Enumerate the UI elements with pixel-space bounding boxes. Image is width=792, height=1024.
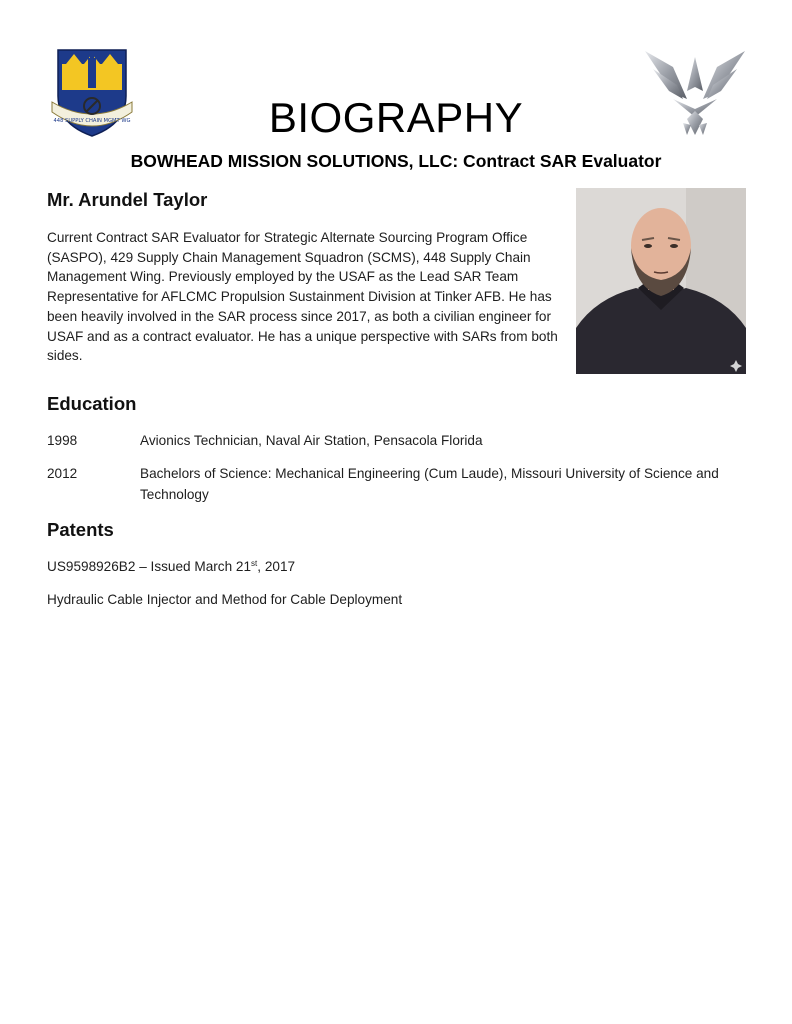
person-name: Mr. Arundel Taylor <box>47 189 208 210</box>
patent-date-suffix: st <box>251 559 258 568</box>
education-item <box>47 463 752 507</box>
patents-heading: Patents <box>47 519 114 540</box>
patent-title: Hydraulic Cable Injector and Method for Cable Deployment <box>47 592 403 607</box>
education-description: Bachelors of Science: Mechanical Engineering (Cum Laude), Missouri University of Science and Technology <box>140 466 719 502</box>
patent-year: , 2017 <box>257 559 296 574</box>
portrait-photo <box>576 188 746 374</box>
education-year: 2012 <box>47 466 78 481</box>
page-title: BIOGRAPHY <box>268 94 524 141</box>
education-description: Avionics Technician, Naval Air Station, Pensacola Florida <box>140 433 483 448</box>
patent-number-prefix: US9598926B2 – Issued March 21 <box>47 559 252 574</box>
page-subtitle: BOWHEAD MISSION SOLUTIONS, LLC: Contract SAR Evaluator <box>130 151 662 171</box>
education-item <box>47 430 752 452</box>
patent-number <box>47 557 747 577</box>
bio-paragraph: Current Contract SAR Evaluator for Strategic Alternate Sourcing Program Office (SASPO), 429 Supply Chain Management Squadron (SCMS), 448 Supply Chain Management Wing. Previously employed by the USAF as the Lead SAR Team Representative for AFLCMC Propulsion Sustainment Division at Tinker AFB. He has been heavily involved in the SAR process since 2017, as both a civilian engineer for USAF and as a contract evaluator. He has a unique perspective with SARs from both sides. <box>47 230 558 364</box>
education-heading: Education <box>47 393 137 414</box>
education-year: 1998 <box>47 433 78 448</box>
emblem-motto: 448 SUPPLY CHAIN MGMT WG <box>53 118 131 124</box>
